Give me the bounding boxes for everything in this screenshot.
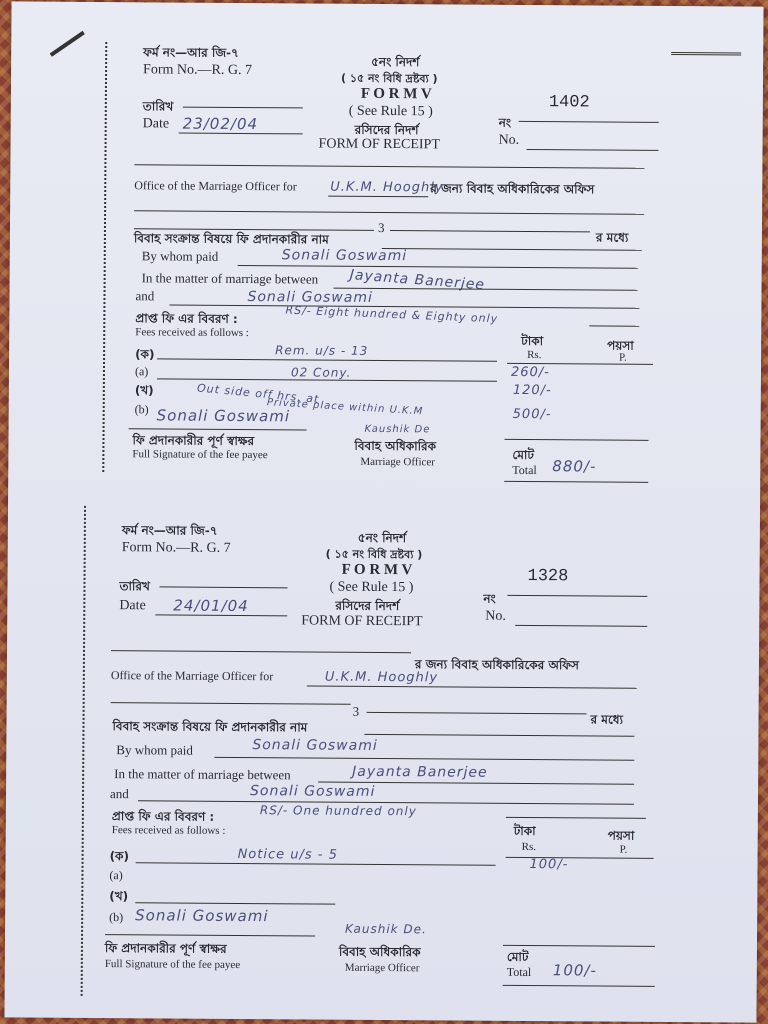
fees-label: Fees received as follows : xyxy=(111,824,226,837)
paisa-label: পয়সা xyxy=(607,338,634,353)
office-top-line xyxy=(111,650,411,653)
payer-value: Sonali Goswami xyxy=(281,247,408,265)
form-bengali: ৫নং নিদর্শ xyxy=(371,54,420,70)
three-marker: 3 xyxy=(352,703,360,719)
rs-label: Rs. xyxy=(521,840,537,854)
item-a-label: (a) xyxy=(109,868,123,883)
fees-bengali: প্রাপ্ত ফি এর বিবরণ : xyxy=(111,809,215,824)
total-value: 880/- xyxy=(552,457,597,476)
item-a-text: Rem. u/s - 13 xyxy=(275,343,369,358)
item-a-bengali: (ক) xyxy=(135,347,155,362)
payer-bengali-line xyxy=(364,734,634,737)
item-a-sub: 02 Cony. xyxy=(290,365,352,380)
rule-bengali: ( ১৫ নং বিধি দ্রষ্টব্য ) xyxy=(340,71,438,86)
officer-signature: Kaushik De xyxy=(364,423,431,436)
total-label: Total xyxy=(506,964,532,980)
item-b-label: (b) xyxy=(109,910,124,925)
payer-label: By whom paid xyxy=(116,742,193,758)
full-sig-label: Full Signature of the fee payee xyxy=(132,448,268,462)
form-v-title: F O R M V xyxy=(360,85,432,103)
total-bengali: মোট xyxy=(506,949,529,965)
item-b-sub: Private place within U.K.M xyxy=(266,397,424,418)
full-sig-label: Full Signature of the fee payee xyxy=(104,958,241,972)
payer-bengali: বিবাহ সংক্রান্ত বিষয়ে ফি প্রদানকারীর নাম xyxy=(133,231,329,247)
office-value-line xyxy=(307,685,637,688)
item-a-text: Notice u/s - 5 xyxy=(237,846,338,863)
date-line xyxy=(179,133,303,135)
date-line xyxy=(155,614,287,616)
matter-line-1 xyxy=(334,288,638,291)
total-bengali: মোট xyxy=(512,447,535,463)
full-sig-bengali: ফি প্রদানকারীর পূর্ণ স্বাক্ষর xyxy=(104,941,227,956)
form-no-bengali: ফর্ম নং—আর জি-৭ xyxy=(121,523,218,538)
item-a-label: (a) xyxy=(134,364,149,379)
office-bengali: র জন্য বিবাহ অধিকারিকের অফিস xyxy=(430,181,595,197)
date-bengali: তারিখ xyxy=(119,579,150,594)
office-label: Office of the Marriage Officer for xyxy=(134,178,297,194)
full-sig-bengali: ফি প্রদানকারীর পূর্ণ স্বাক্ষর xyxy=(132,433,255,449)
amount-1: 260/- xyxy=(510,364,550,381)
form-no: Form No.—R. G. 7 xyxy=(121,540,231,556)
amount-2: 120/- xyxy=(512,382,552,399)
total-label: Total xyxy=(512,462,537,478)
matter-value-2: Sonali Goswami xyxy=(247,289,373,306)
perforation-line xyxy=(102,42,107,472)
date-bengali-line xyxy=(159,586,287,588)
in-bengali: র মধ্যে xyxy=(590,712,624,727)
fees-words: RS/- Eight hundred & Eighty only xyxy=(285,303,499,326)
payer-value: Sonali Goswami xyxy=(252,737,378,754)
payer-label: By whom paid xyxy=(141,248,219,264)
item-a-line xyxy=(136,862,496,866)
paisa-label: পয়সা xyxy=(607,828,635,843)
amount-total-line xyxy=(503,945,655,947)
office-value: U.K.M. Hooghly xyxy=(324,669,439,686)
office-label: Office of the Marriage Officer for xyxy=(110,668,274,684)
three-line-right xyxy=(367,712,587,715)
taka-label: টাকা xyxy=(521,333,544,349)
form-no-bengali: ফর্ম নং—আর জি-৭ xyxy=(143,45,239,60)
receipt-sheet xyxy=(4,1,763,1022)
matter-value-1: Jayanta Banerjee xyxy=(352,763,488,781)
officer-bengali: বিবাহ অধিকারিক xyxy=(338,944,421,960)
officer-label: Marriage Officer xyxy=(360,455,436,469)
item-b-line xyxy=(135,902,335,904)
rs-label: Rs. xyxy=(527,348,542,362)
three-line-right xyxy=(390,230,590,232)
fees-bengali: প্রাপ্ত ফি এর বিবরণ : xyxy=(135,311,238,326)
see-rule: ( See Rule 15 ) xyxy=(348,103,433,120)
form-bengali: ৫নং নিদর্শ xyxy=(357,530,407,546)
office-bengali: র জন্য বিবাহ অধিকারিকের অফিস xyxy=(414,657,580,673)
no-bengali: নং xyxy=(498,115,512,130)
serial-number: 1328 xyxy=(527,567,569,587)
amount-header-line xyxy=(506,857,654,859)
p-label: P. xyxy=(619,351,627,364)
form-of-receipt: FORM OF RECEIPT xyxy=(318,136,440,153)
payer-signature: Sonali Goswami xyxy=(156,406,291,426)
matter-label: In the matter of marriage between xyxy=(114,766,291,783)
item-a-bengali: (ক) xyxy=(109,849,130,864)
matter-label: In the matter of marriage between xyxy=(141,270,319,287)
matter-value-1: Jayanta Banerjee xyxy=(349,267,486,294)
item-b-bengali: (খ) xyxy=(109,889,129,904)
date-label: Date xyxy=(119,598,146,614)
payer-signature: Sonali Goswami xyxy=(135,906,269,926)
amount-1: 100/- xyxy=(529,857,569,873)
item-b-bengali: (খ) xyxy=(134,383,154,398)
fees-bengali-line xyxy=(589,325,639,326)
signature-line xyxy=(129,428,307,430)
serial-number: 1402 xyxy=(548,93,590,113)
item-b-label: (b) xyxy=(134,402,149,417)
matter-and: and xyxy=(109,786,129,802)
matter-value-2: Sonali Goswami xyxy=(249,783,376,800)
item-a-sub-line xyxy=(157,378,497,381)
date-label: Date xyxy=(142,116,170,132)
no-label: No. xyxy=(498,132,520,148)
in-bengali: র মধ্যে xyxy=(595,230,629,245)
total-line xyxy=(504,481,648,483)
payer-line xyxy=(214,757,634,761)
item-b-text: Out side off hrs. at xyxy=(196,381,320,406)
corner-mark xyxy=(671,52,741,55)
date-value: 24/01/04 xyxy=(173,596,249,616)
total-line xyxy=(503,985,655,987)
officer-signature: Kaushik De. xyxy=(345,921,427,937)
office-value-line xyxy=(328,196,428,198)
no-bengali: নং xyxy=(483,591,496,606)
amount-3: 500/- xyxy=(512,406,552,423)
date-bengali-line xyxy=(183,107,303,109)
fees-label: Fees received as follows : xyxy=(135,326,249,340)
receipt-bengali: রসিদের নিদর্শ xyxy=(354,122,419,138)
no-bengali-line xyxy=(519,121,659,123)
see-rule: ( See Rule 15 ) xyxy=(329,579,414,596)
fees-bengali-line xyxy=(506,817,646,819)
form-v-title: F O R M V xyxy=(341,561,413,579)
divider-line xyxy=(134,210,644,215)
signature-line xyxy=(105,934,315,936)
taka-label: টাকা xyxy=(513,823,536,839)
rule-bengali: ( ১৫ নং বিধি দ্রষ্টব্য ) xyxy=(325,547,423,562)
amount-total-line xyxy=(505,439,649,441)
fees-words: RS/- One hundred only xyxy=(259,803,417,819)
officer-label: Marriage Officer xyxy=(344,961,420,975)
payer-bengali: বিবাহ সংক্রান্ত বিষয়ে ফি প্রদানকারীর নাম xyxy=(112,719,308,735)
form-no: Form No.—R. G. 7 xyxy=(143,62,253,79)
office-value: U.K.M. Hooghly xyxy=(330,179,444,196)
total-value: 100/- xyxy=(552,961,597,980)
three-line-left xyxy=(111,702,351,705)
tick-mark xyxy=(50,31,85,57)
office-top-line xyxy=(134,164,644,169)
payer-line xyxy=(238,265,638,269)
receipt-bengali: রসিদের নিদর্শ xyxy=(335,598,400,614)
form-of-receipt: FORM OF RECEIPT xyxy=(301,613,423,630)
no-line xyxy=(515,625,647,627)
p-label: P. xyxy=(619,843,628,856)
perforation-line xyxy=(81,506,86,996)
no-bengali-line xyxy=(507,595,647,597)
no-line xyxy=(527,149,659,151)
item-a-line xyxy=(157,358,497,361)
matter-and: and xyxy=(135,288,155,304)
officer-bengali: বিবাহ অধিকারিক xyxy=(354,438,437,454)
date-value: 23/02/04 xyxy=(182,114,259,134)
no-label: No. xyxy=(485,608,506,624)
three-marker: 3 xyxy=(377,219,385,235)
date-bengali: তারিখ xyxy=(142,99,174,114)
